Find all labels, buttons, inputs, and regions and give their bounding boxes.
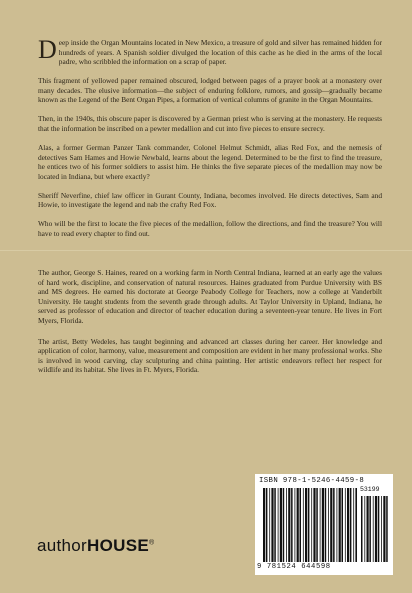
synopsis-paragraph-1 <box>38 35 382 67</box>
synopsis-paragraph-3: Then, in the 1940s, this obscure paper is discovered by a German priest who is serving at the monastery. He requests that the information be inscribed on a pewter medallion and cut into five pieces to ensure secrecy. <box>38 114 382 133</box>
barcode-bar <box>300 488 302 562</box>
barcode-bar <box>330 488 332 562</box>
barcode-addon-digits: 53199 <box>360 486 380 493</box>
publisher-logo-part1: author <box>37 536 88 555</box>
barcode-bar <box>280 488 282 562</box>
barcode-bar <box>286 488 287 562</box>
barcode-bar <box>263 488 265 562</box>
drop-cap: D <box>38 35 57 64</box>
barcode-bar <box>369 496 371 562</box>
publisher-logo-part2: HOUSE <box>87 536 149 555</box>
barcode-bar <box>364 496 365 562</box>
barcode-bar <box>367 496 369 562</box>
barcode-digits: 9 781524 644598 <box>257 563 331 571</box>
barcode-bar <box>271 488 273 562</box>
barcode-bar <box>308 488 310 562</box>
barcode-bar <box>291 488 293 562</box>
barcode-bar <box>269 488 270 562</box>
barcode-bars <box>263 488 357 562</box>
barcode-bar <box>288 488 290 562</box>
barcode-bar <box>316 488 318 562</box>
barcode-bar <box>322 488 324 562</box>
barcode-addon-bars <box>361 496 389 562</box>
barcode-bar <box>278 488 279 562</box>
synopsis-paragraph-4: Alas, a former German Panzer Tank commander, Colonel Helmut Schmidt, alias Red Fox, and the nemesis of detectives Sam Hames and Howie Newbald, learns about the legend. Determined to be the first to find the treasure, he entices two of his former soldiers to assist him. He thinks the five separate pieces of the medallion may now be located in Indiana, but where exactly? <box>38 142 382 181</box>
barcode-bar <box>355 488 357 562</box>
isbn-label: ISBN 978-1-5246-4459-8 <box>259 477 365 485</box>
barcode-bar <box>297 488 299 562</box>
barcode-bar <box>311 488 312 562</box>
barcode-bar <box>345 488 346 562</box>
barcode-bar <box>353 488 354 562</box>
synopsis-p1-text: eep inside the Organ Mountains located in New Mexico, a treasure of gold and silver has remained hidden for hundreds of years. A Spanish soldier divulged the location of this cache as he died in the arms of the local padre, who scribbled the information on a scrap of paper. <box>58 38 382 67</box>
biographies <box>38 268 382 386</box>
barcode-bar <box>342 488 344 562</box>
synopsis-paragraph-5: Sheriff Neverfine, chief law officer in Gurant County, Indiana, becomes involved. He directs detectives, Sam and Howie, to investigate the legend and nab the crafty Red Fox. <box>38 190 382 210</box>
isbn-barcode <box>255 474 393 575</box>
barcode-bar <box>373 496 374 562</box>
barcode-bar <box>378 496 380 562</box>
barcode-bar <box>328 488 329 562</box>
barcode-bar <box>333 488 335 562</box>
synopsis-paragraph-2: This fragment of yellowed paper remained obscured, lodged between pages of a prayer book at a monastery over many decades. The elusive information—the subject of enduring folklore, rumors, and gossip—gradually became known as the Legend of the Bent Organ Pipes, a formation of vertical columns of granite in the Organ Mountains. <box>38 76 382 105</box>
registered-mark: ® <box>148 539 155 547</box>
artist-bio: The artist, Betty Wedeles, has taught beginning and advanced art classes during her career. Her knowledge and application of color, harmony, value, measurement and composition are evident in her many professional works. She is involved in wood carving, clay sculpturing and china painting. Her artistic endeavors reflect her respect for wildlife and its habitat. She lives in Ft. Myers, Florida. <box>38 336 382 375</box>
barcode-bar <box>386 496 388 562</box>
barcode-bar <box>283 488 285 562</box>
barcode-bar <box>375 496 377 562</box>
author-bio: The author, George S. Haines, reared on a working farm in North Central Indiana, learned at an early age the values of hard work, discipline, and conservation of natural resources. Haines graduated from Purdue University with BS and MS degrees. He earned his doctorate at George Peabody College for Teachers, now a college at Vanderbilt University. He taught students from the seventh grade through adults. At Taylor University in Upland, Indiana, he served as professor of education and director of teacher education during a seventeen-year tenure. He lives in Fort Myers, Florida. <box>38 268 382 325</box>
barcode-bar <box>361 496 363 562</box>
barcode-bar <box>266 488 268 562</box>
barcode-bar <box>295 488 296 562</box>
barcode-bar <box>337 488 338 562</box>
barcode-bar <box>383 496 385 562</box>
barcode-bar <box>339 488 341 562</box>
barcode-bar <box>305 488 307 562</box>
barcode-bar <box>313 488 315 562</box>
barcode-bar <box>381 496 382 562</box>
barcode-bar <box>274 488 276 562</box>
publisher-logo <box>37 536 154 556</box>
barcode-bar <box>350 488 352 562</box>
book-synopsis <box>38 35 382 248</box>
barcode-bar <box>320 488 321 562</box>
synopsis-paragraph-6: Who will be the first to locate the five pieces of the medallion, follow the directions, and find the treasure? You will have to read every chapter to find out. <box>38 219 382 238</box>
barcode-bar <box>303 488 304 562</box>
barcode-bar <box>347 488 349 562</box>
barcode-bar <box>325 488 327 562</box>
section-divider <box>0 250 412 251</box>
